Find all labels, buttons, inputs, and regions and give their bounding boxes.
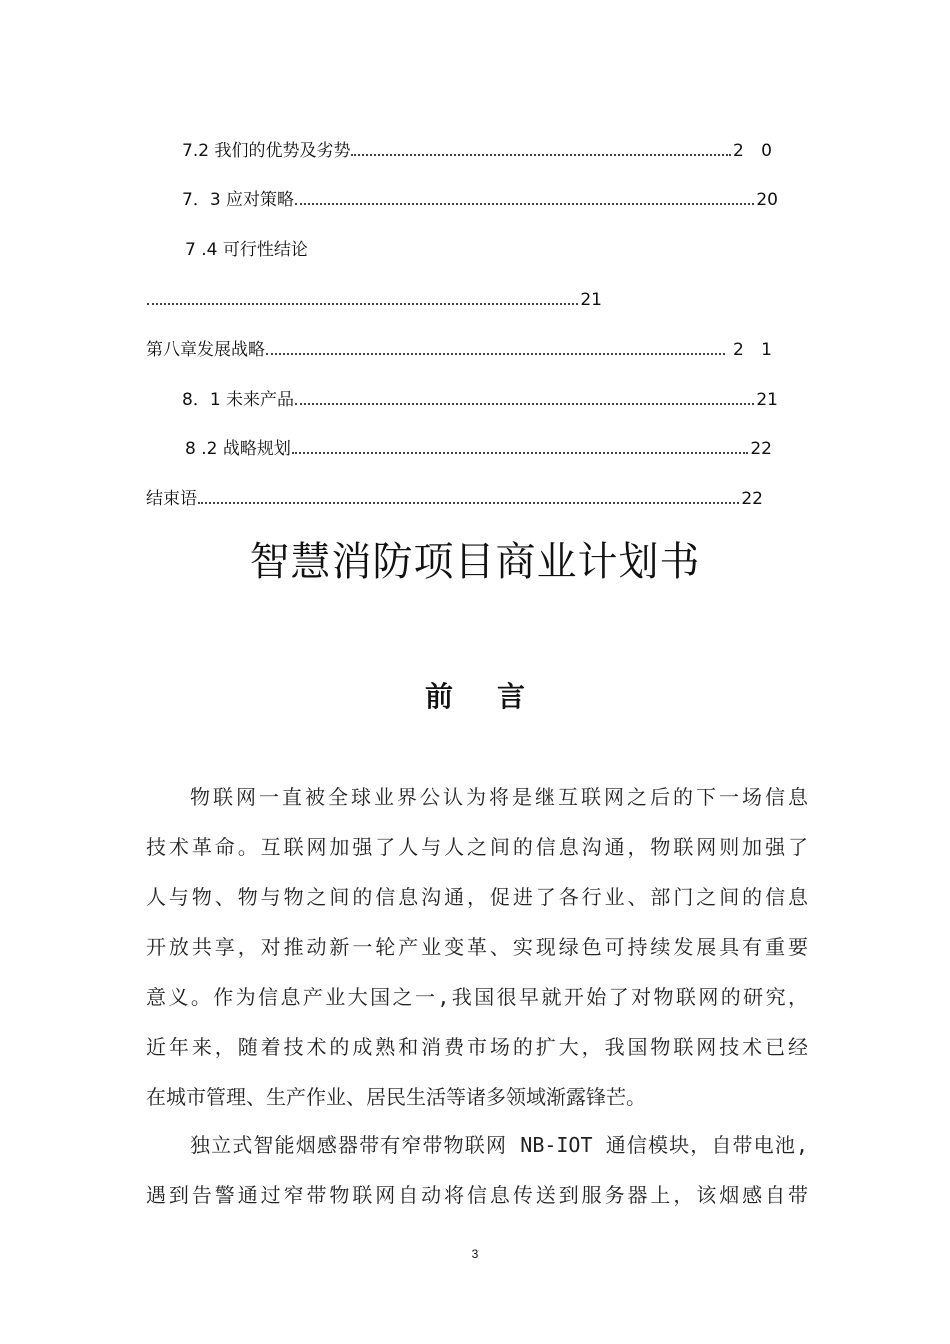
paragraph-line: 独立式智能烟感器带有窄带物联网 NB-IOT 通信模块，自带电池, <box>190 1133 808 1157</box>
toc-entry-7-3 <box>182 188 778 212</box>
paragraph-line: 遇到告警通过窄带物联网自动将信息传送到服务器上，该烟感自带 <box>146 1183 808 1207</box>
toc-entry-8-1 <box>182 388 778 412</box>
toc-label: 7 .4 可行性结论 <box>185 240 308 260</box>
paragraph-line: 物联网一直被全球业界公认为将是继互联网之后的下一场信息 <box>190 785 808 809</box>
toc-label: 8．1 未来产品 <box>182 390 295 410</box>
paragraph-line: 人与物、物与物之间的信息沟通，促进了各行业、部门之间的信息 <box>146 885 808 909</box>
toc-entry-8-2 <box>185 437 772 461</box>
toc-entry-conclusion <box>146 487 763 511</box>
preface-heading-char-2: 言 <box>497 680 526 713</box>
toc-leader-dots <box>295 202 754 205</box>
toc-entry-7-4-label <box>185 238 485 262</box>
toc-leader-dots <box>266 352 725 355</box>
preface-heading <box>0 677 950 717</box>
toc-page-number: 22 <box>741 489 763 509</box>
document-title: 智慧消防项目商业计划书 <box>249 539 701 585</box>
paragraph-line: 在城市管理、生产作业、居民生活等诸多领域渐露锋芒。 <box>146 1085 646 1109</box>
toc-page-number: 20 <box>756 190 778 210</box>
toc-page-number: 22 <box>750 439 772 459</box>
toc-leader-dots <box>295 402 754 405</box>
toc-label: 8 .2 战略规划 <box>185 439 291 459</box>
toc-page-number: 2 0 <box>732 141 778 161</box>
paragraph-line: 技术革命。互联网加强了人与人之间的信息沟通，物联网则加强了 <box>146 835 808 859</box>
toc-label: 7．3 应对策略 <box>182 190 295 210</box>
toc-entry-7-2 <box>182 139 778 163</box>
toc-leader-dots <box>198 501 739 504</box>
toc-page-number: 21 <box>580 290 602 310</box>
toc-label: 结束语 <box>146 489 197 509</box>
toc-entry-7-4-leader <box>146 288 602 312</box>
toc-leader-dots <box>351 153 731 156</box>
page-number: 3 <box>471 1247 479 1261</box>
toc-label: 7.2 我们的优势及劣势 <box>182 141 351 161</box>
toc-page-number: 21 <box>756 390 778 410</box>
toc-entry-chapter-8 <box>146 338 778 362</box>
paragraph-line: 开放共享，对推动新一轮产业变革、实现绿色可持续发展具有重要 <box>146 935 808 959</box>
preface-heading-char-1: 前 <box>425 680 454 713</box>
toc-leader-dots <box>292 451 749 454</box>
paragraph-line: 近年来，随着技术的成熟和消费市场的扩大，我国物联网技术已经 <box>146 1035 808 1059</box>
toc-leader-dots <box>147 302 578 305</box>
paragraph-line: 意义。作为信息产业大国之一,我国很早就开始了对物联网的研究， <box>146 985 808 1009</box>
toc-page-number: 2 1 <box>732 340 778 360</box>
toc-label: 第八章发展战略 <box>146 340 265 360</box>
